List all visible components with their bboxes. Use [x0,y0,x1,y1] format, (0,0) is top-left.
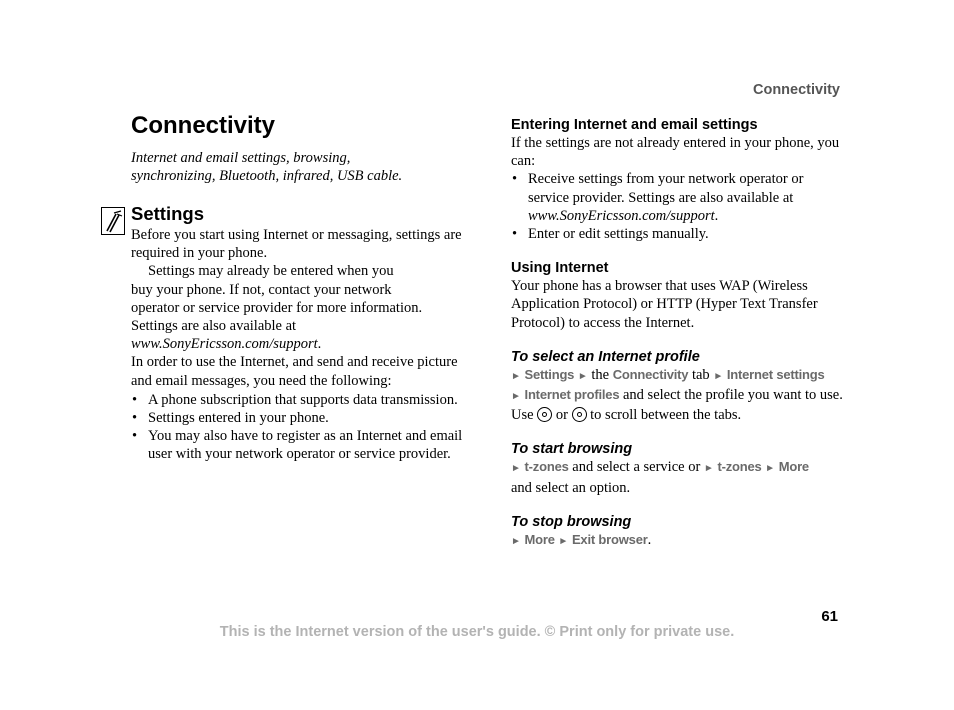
page-title: Connectivity [131,112,276,139]
right-column [511,116,843,551]
menu-t-zones: t-zones [524,459,569,475]
page-number: 61 [821,608,838,625]
select-profile-heading: To select an Internet profile [511,348,700,365]
punctuation: . [714,207,719,224]
stop-browsing-heading: To stop browsing [511,513,632,530]
footer-notice: This is the Internet version of the user's guide. © Print only for private use. [219,624,735,640]
settings-text-line: Settings are also available at [131,318,297,335]
nav-key-left-icon [537,407,552,422]
using-internet-body: Your phone has a browser that uses WAP (Wireless Application Protocol) or HTTP (Hyper Text Transfer Protocol) to access the Internet. [511,278,818,331]
arrow-icon: ► [558,535,569,547]
menu-internet-profiles: Internet profiles [524,387,620,403]
stop-browsing-steps [511,531,843,551]
entering-settings-list [511,170,843,243]
list-item: • You may also have to register as an Internet and email user with your network operator or service provider. [131,427,466,463]
list-item: • Settings entered in your phone. [131,409,466,427]
entering-settings-heading: Entering Internet and email settings [511,117,758,133]
menu-exit-browser: Exit browser [571,531,648,547]
arrow-icon: ► [713,370,724,382]
arrow-icon: ► [511,391,521,403]
arrow-icon: ► [703,463,714,475]
chapter-intro-line: synchronizing, Bluetooth, infrared, USB cable. [131,168,403,185]
menu-t-zones: t-zones [717,459,762,475]
list-item-text: Receive settings from your network operator or service provider. Settings are also available at [528,171,804,206]
arrow-icon: ► [511,370,521,382]
settings-heading: Settings [131,203,204,224]
arrow-icon: ► [765,463,776,475]
settings-body [131,226,466,464]
settings-paragraph: Before you start using Internet or messaging, settings are required in your phone. [131,227,462,262]
chapter-intro-line: Internet and email settings, browsing, [131,150,351,166]
start-browsing-steps [511,458,843,496]
nav-key-right-icon [572,407,587,422]
menu-more: More [524,531,555,547]
settings-text-line: buy your phone. If not, contact your network [131,281,392,298]
chapter-intro [131,149,451,185]
menu-settings: Settings [524,366,575,382]
menu-more: More [778,459,809,475]
step-text: the [591,366,610,383]
running-header: Connectivity [752,82,840,98]
step-text: and select the profile you want to use. Use [511,387,843,424]
requirements-list [131,391,466,464]
menu-internet-settings: Internet settings [726,366,825,382]
using-internet-heading: Using Internet [511,260,609,277]
start-browsing-heading: To start browsing [511,441,633,458]
support-url: www.SonyEricsson.com/support [528,207,715,224]
settings-paragraph: In order to use the Internet, and send and receive picture and email messages, you need the following: [131,354,458,389]
phone-settings-icon [101,207,125,235]
step-text: or [555,407,568,424]
settings-paragraph [131,262,466,353]
list-item: • Enter or edit settings manually. [511,225,843,243]
arrow-icon: ► [511,463,521,475]
punctuation: . [647,531,652,548]
settings-text-line: Settings may already be entered when you [148,263,394,280]
entering-settings-intro: If the settings are not already entered in your phone, you can: [511,135,840,170]
select-profile-steps [511,366,843,425]
list-item [511,170,843,225]
settings-text-line: operator or service provider for more information. [131,299,423,316]
list-item: • A phone subscription that supports data transmission. [131,391,466,409]
arrow-icon: ► [577,370,588,382]
support-url: www.SonyEricsson.com/support [131,336,318,353]
step-text: and select a service or [572,459,701,476]
step-text: to scroll between the tabs. [590,407,742,424]
punctuation: . [317,336,322,353]
arrow-icon: ► [511,535,521,547]
menu-connectivity: Connectivity [612,366,689,382]
step-text: tab [691,366,710,383]
step-text: and select an option. [511,479,631,496]
